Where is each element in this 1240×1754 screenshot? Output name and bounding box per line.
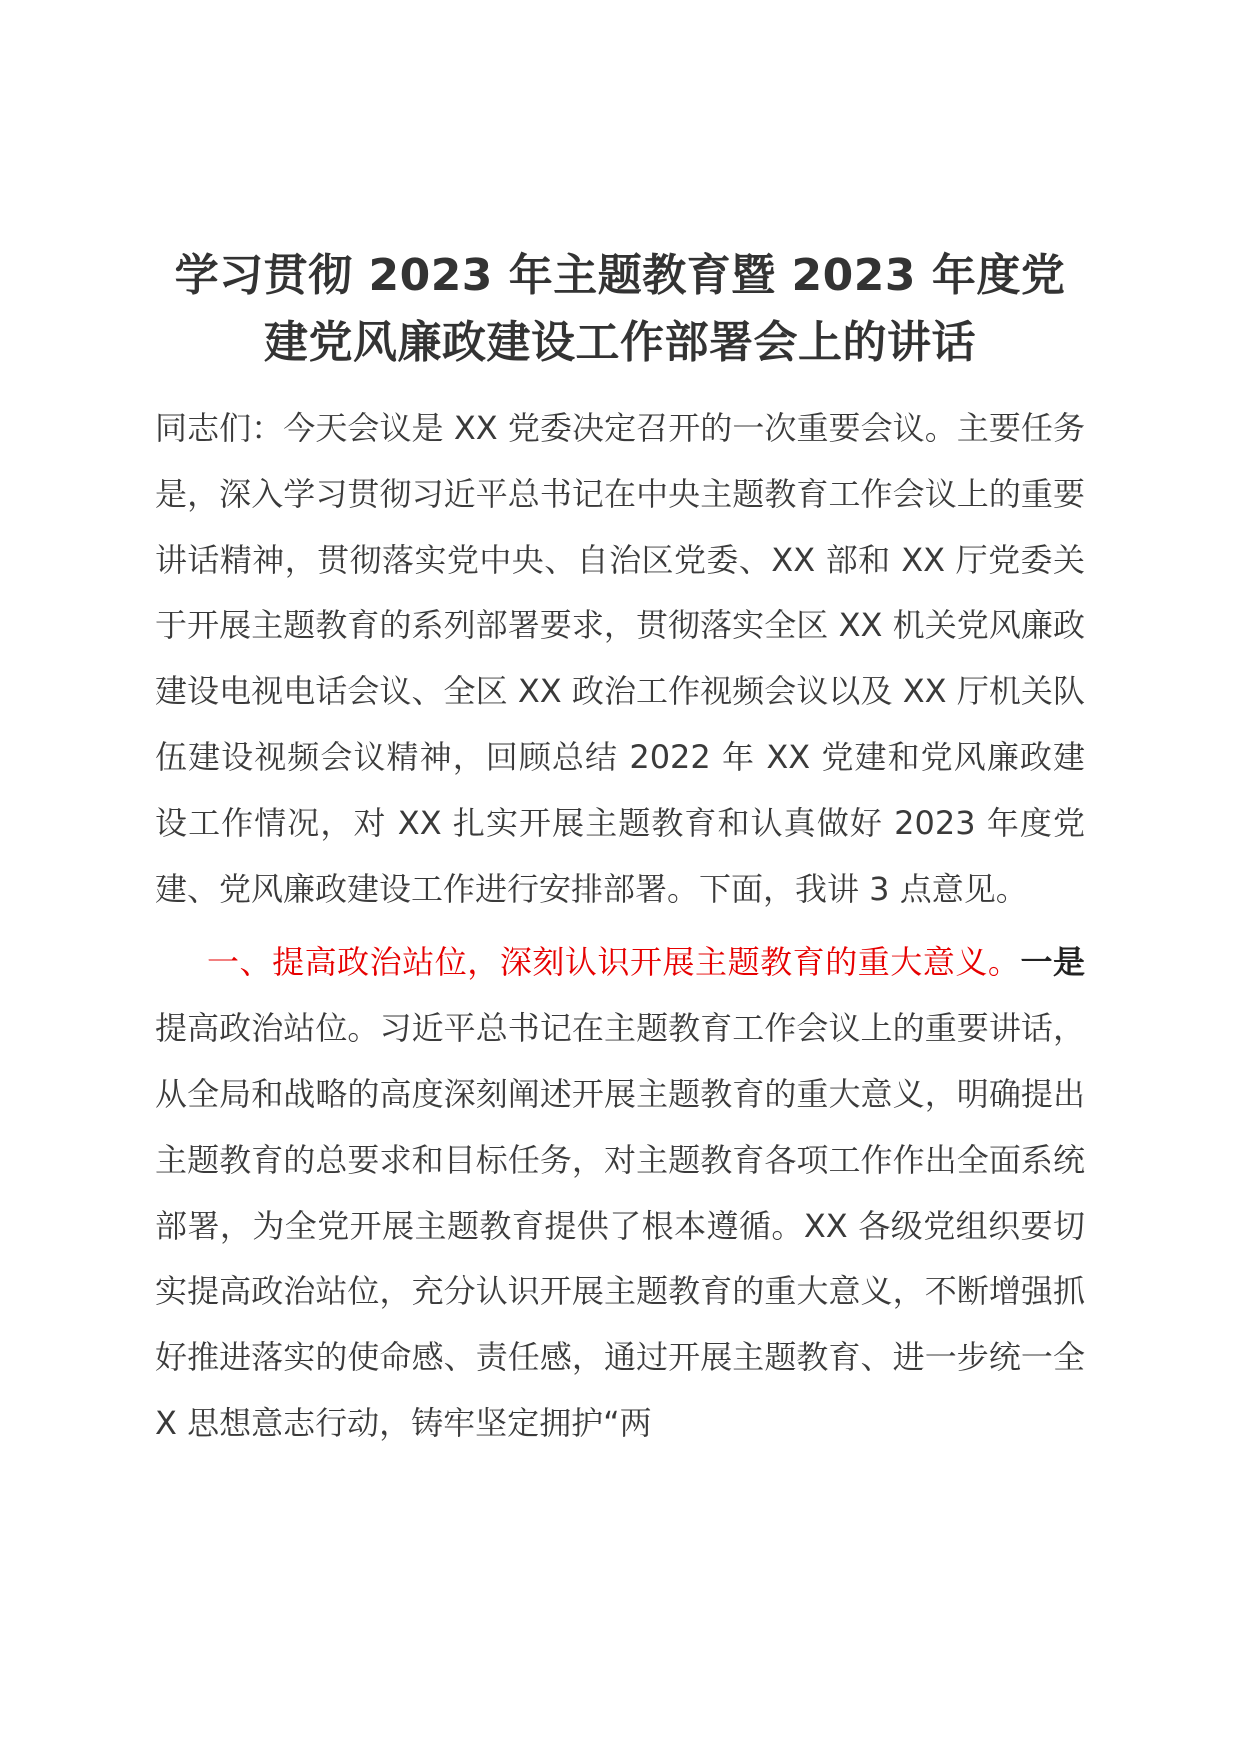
document-title [155,242,1085,376]
opening-paragraph: 同志们：今天会议是 XX 党委决定召开的一次重要会议。主要任务是，深入学习贯彻习近平总书记在中央主题教育工作会议上的重要讲话精神，贯彻落实党中央、自治区党委、XX 部和 XX 厅党委关于开展主题教育的系列部署要求，贯彻落实全区 XX 机关党风廉政建设电视电话会议、全区 XX 政治工作视频会议以及 XX 厅机关队伍建设视频会议精神，回顾总结 2022 年 XX 党建和党风廉政建设工作情况，对 XX 扎实开展主题教育和认真做好 2023 年度党建、党风廉政建设工作进行安排部署。下面，我讲 3 点意见。 [155,409,1085,908]
document-page [155,242,1085,1457]
section-1-heading: 一、提高政治站位，深刻认识开展主题教育的重大意义。 [207,943,1021,982]
section-1-body: 提高政治站位。习近平总书记在主题教育工作会议上的重要讲话，从全局和战略的高度深刻阐述开展主题教育的重大意义，明确提出主题教育的总要求和目标任务，对主题教育各项工作作出全面系统部署，为全党开展主题教育提供了根本遵循。XX 各级党组织要切实提高政治站位，充分认识开展主题教育的重大意义，不断增强抓好推进落实的使命感、责任感，通过开展主题教育、进一步统一全 X 思想意志行动，铸牢坚定拥护“两 [155,1009,1085,1442]
title-line-2: 建党风廉政建设工作部署会上的讲话 [264,317,976,368]
section-1-paragraph [155,930,1085,1456]
title-line-1: 学习贯彻 2023 年主题教育暨 2023 年度党 [174,250,1066,301]
point-marker: 一是 [1020,943,1085,982]
